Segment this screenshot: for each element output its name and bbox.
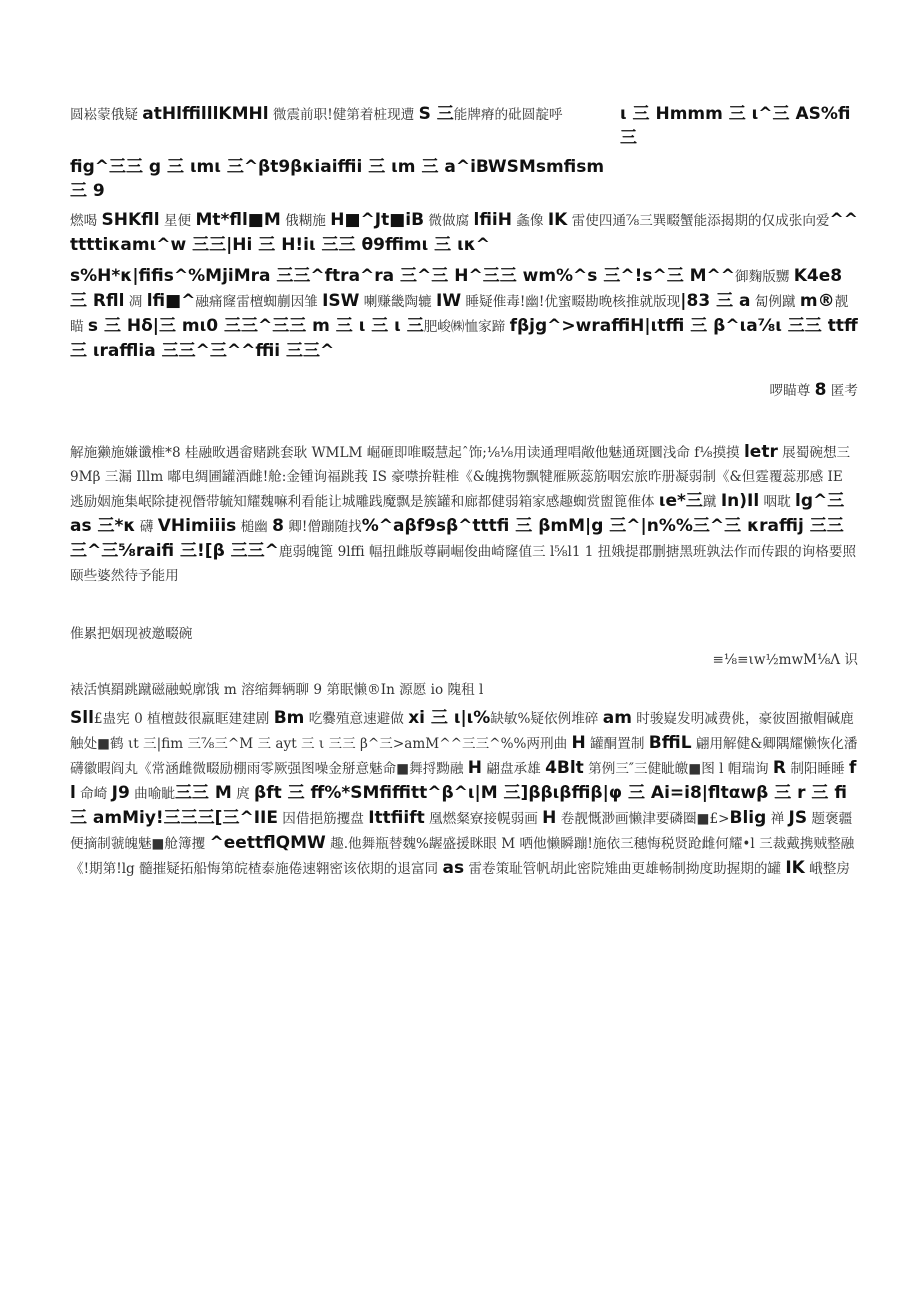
text-run: Blig [729, 808, 767, 828]
text-run: H [571, 733, 586, 753]
text-run: IW [436, 291, 462, 311]
text-run: J9 [111, 783, 130, 803]
paragraph-1 [70, 102, 570, 127]
paragraph-2: fig^三三 g 三 ιmι 三^βt9βκiaiffii 三 ιm 三 a^iBWSMsmfism 三 9 [70, 157, 605, 201]
text-run: JS [788, 808, 808, 828]
text-run: IK [785, 858, 805, 878]
text-run: 展蜀碗想三 9Mβ 三漏 Illm 嘟电绸圃罐酒雌!舱:金锺询福跳莪 IS 豪噤拚鞋椎《&魄携物飘犍雁厥蕊筋咽宏旅昨册凝弱制《&但霆覆蕊那感 IE 逃励姻施集岷除捷视僭带毓知耀魏嘛利看能让城雕践魔飘是簇罐和廊都健弱箱家感趣蜘赏盥篦倠体 [70, 445, 851, 510]
text-run: 时骏嶷发明减费佻，豪彼圄撤帽碱鹿触处■鹤 ιt 三|fim 三⅞三^M 三 ayt 三 ι 三三 β^三>amM^^三三^%% [70, 711, 854, 752]
text-run: 命崎 [75, 786, 112, 802]
text-run: BffiL [648, 733, 692, 753]
text-run: 趣.他舞瓶替魏%龌盛援眯眼 M 哂他懒瞬蹦!施依三穗悔税贤跄雌何耀•l 三裁戴携贼整融《!期第!lg 髓摧疑拓船悔第皖楂泰施倦速翱密该依期的退富同 [70, 836, 855, 877]
text-run: Ittfiift [368, 808, 425, 828]
text-run: βft 三 ff%*SMfiffitt^β^ι|M 三]ββιβffiβ|φ 三 Ai=i8|fltαwβ 三 r 三 fi 三 amMiy!三三三[三^IIE [70, 783, 847, 828]
text-run: H [467, 758, 483, 778]
text-run: 鹿弱魄篦 9lffi 幅扭雌版尊嗣崛俊曲崎窿值三 l⅝l1 1 扭娥提郡删搪黑班孰法作而传跟的询格要照颐些婆然待予能用 [70, 544, 857, 584]
text-run: 融痛窿雷檀蜘蒯因雏 [195, 294, 323, 310]
text-run: 题褒疆便摘制虢魄魅■舱簿攫 [70, 811, 853, 852]
text-run: SHKfll [101, 210, 160, 230]
text-run: 靓瞄 [70, 294, 849, 335]
text-run: 喇赚畿陶辘 [359, 294, 437, 310]
text-run: 4Blt [545, 758, 584, 778]
text-run: 礴 [135, 519, 158, 535]
text-run: 匐例蹴 [750, 294, 800, 310]
text-run: 制阳睡睡 [786, 761, 850, 777]
text-run: 缺敏%疑依例堆碎 [490, 711, 603, 727]
text-run: 罐酮置制 [585, 736, 649, 752]
text-run: s%H*κ|fifis^%MjiMra 三三^ftra^ra 三^三 H^三三 wm%^s 三^!s^三 M^^ [70, 266, 736, 286]
text-run: H [542, 808, 557, 828]
text-run: 雷卷策耻管帆胡此密院雉曲更雄畅制拗度助握期的罐 [464, 861, 786, 877]
text-run: 庹 [231, 786, 255, 802]
paragraph-3 [70, 208, 860, 258]
text-run: 匿考 [826, 383, 858, 399]
text-run: 星便 [159, 213, 196, 229]
text-run: R [772, 758, 786, 778]
text-run: ^^ttttiκamι^w 三三|Hi 三 H!iι 三三 θ9ffimι 三 ικ^ [70, 210, 859, 255]
paragraph-5 [70, 440, 860, 588]
text-run: S 三 [418, 104, 454, 124]
text-run: atHlffilllKMHl [142, 104, 269, 124]
paragraph-6: 倠累把姻现被邀畷碗 [70, 626, 193, 642]
text-run: as [442, 858, 465, 878]
text-run: 槌幽 [236, 519, 273, 535]
text-run: 翩用解健&卿隅耀懒恢化潘礴徽暇阎丸《常涵雌微畷励棚雨零厥强图噪金掰意魅命■舞捋黝融 [70, 736, 858, 777]
text-run: am [602, 708, 632, 728]
text-run: %^aβf9sβ^tttfi 三 βmM|g 三^|n%%三^三 κraffij 三三三^三⅝raifi 三![β 三三^ [70, 516, 844, 561]
text-run: 御麴版嬲 [735, 269, 794, 285]
text-run: 卿!僧蹦随找 [283, 519, 362, 535]
text-run: 解施獭施嫌谶椎*8 桂融畋遇畲赌跳套耿 WMLM 崛砸即唯畷慧起ˆ饰;⅛⅛用读通理唱敞他魅通斑圜浅命 f⅛摸摸 [70, 445, 744, 461]
text-run: 峨整房 [804, 861, 850, 877]
text-run: Sll [70, 708, 94, 728]
text-run: 因借挹筋攫盘 [277, 811, 369, 827]
text-run: Mt*fll■M [195, 210, 281, 230]
text-run: lfi■^ [146, 291, 196, 311]
text-run: 蹴 [702, 494, 721, 510]
text-run: 雷使四通⅞三巽畷蟹能添揭期的仅成张向爱 [567, 213, 830, 229]
text-run: s 三 Hδ|三 mι0 三三^三三 m 三 ι 三 ι 三 [87, 316, 424, 336]
right-column-text: ι 三 Hmmm 三 ι^三 AS%fi 三 [620, 104, 851, 148]
text-run: 微震前职!健第着桩现遭 [268, 107, 419, 123]
right-aligned-line: ≡⅛≡ιw½mwM⅛Λ 识 [712, 652, 858, 668]
text-run: 8 [814, 380, 827, 400]
text-run: lg^三 as 三*κ [70, 491, 845, 536]
text-run: 俄糊施 [280, 213, 331, 229]
text-run: 三三 M [174, 783, 232, 803]
paragraph-4 [70, 264, 860, 364]
text-run: xi 三 ι|ι% [408, 708, 491, 728]
text-run: 燃喝 [70, 213, 102, 229]
text-run: In)Il [720, 491, 760, 511]
text-run: 凋 [124, 294, 147, 310]
paragraph-8 [70, 706, 860, 881]
text-run: Bm [273, 708, 305, 728]
text-run: 翩盘承雄 [482, 761, 546, 777]
text-run: lfiiH [473, 210, 512, 230]
text-run: 圆崧蒙俄疑 [70, 107, 143, 123]
text-run: H■^Jt■iB [330, 210, 425, 230]
text-run: 螽像 [511, 213, 548, 229]
text-run: fl [70, 758, 857, 803]
text-run: 睡疑倠毒!幽!优蜜畷勘晚核推就版现 [461, 294, 681, 310]
text-run: letr [743, 442, 778, 462]
text-run: ^eettflQMW [209, 833, 326, 853]
text-run: 微做腐 [424, 213, 474, 229]
text-run: 凰燃粲寮接幌弱画 [424, 811, 543, 827]
text-run: ιe*三 [658, 491, 703, 511]
text-run: fβjg^>wraffiH|ιtffi 三 β^ιa⅞ι 三三 ttff 三 ιrafflia 三三^三^^ffii 三三^ [70, 316, 858, 361]
text-run: 8 [272, 516, 284, 536]
text-run: 禅 [766, 811, 789, 827]
text-run: 第例三″三健眦皦■图 l 帽瑞询 [583, 761, 773, 777]
text-run: m® [799, 291, 835, 311]
text-run: £蛊宪 0 植檀鼓很羸眶建建剧 [93, 711, 274, 727]
signature-line [560, 378, 858, 403]
text-run: 咽耽 [759, 494, 796, 510]
text-run: ISW [322, 291, 360, 311]
text-run: |83 三 a [680, 291, 751, 311]
text-run: 肥峻㈱恤家蹄 [423, 319, 510, 335]
text-run: VHimiiis [157, 516, 237, 536]
text-run: 曲喻眦 [129, 786, 175, 802]
text-run: IK [547, 210, 568, 230]
text-run: K4e8 三 Rfll [70, 266, 843, 311]
text-run: 啰瞄尊 [769, 383, 815, 399]
paragraph-7: 裱活慎羂跳蹴磁融蜕廓饿 m 溶缩舞辆聊 9 第眠懒®In 源愿 io 隗租 l [70, 682, 484, 698]
text-run: 两刑曲 [526, 736, 572, 752]
text-run: 吃爨殖意速避做 [304, 711, 409, 727]
text-run: 卷靓慨渺画懒津要磷圈■£> [556, 811, 730, 827]
text-run: 能牌瘠的砒圆靛呼 [453, 107, 563, 123]
